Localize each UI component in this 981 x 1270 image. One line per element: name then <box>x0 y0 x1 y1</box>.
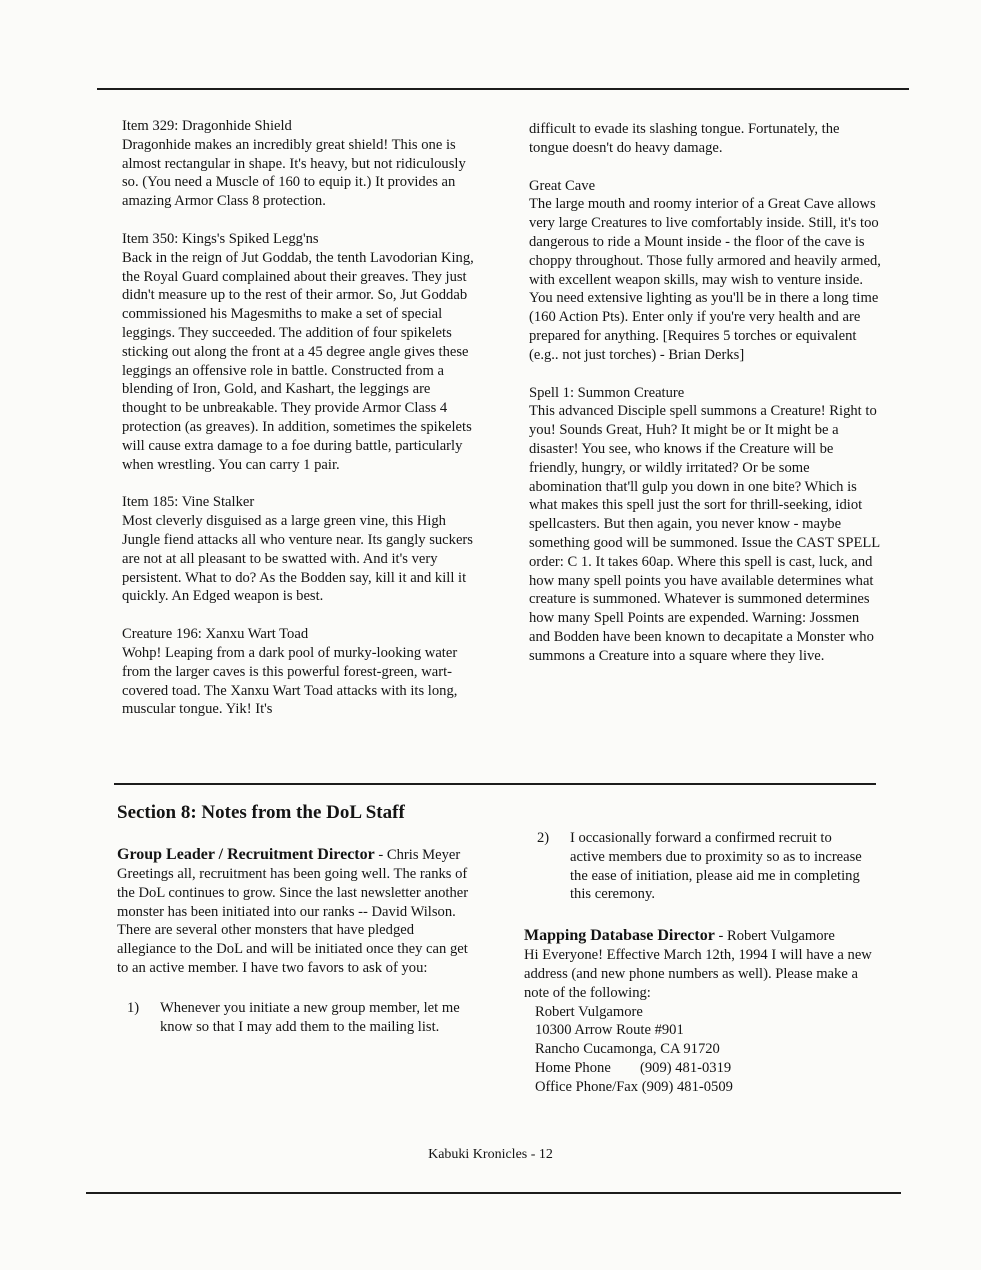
favor-number: 1) <box>127 999 140 1016</box>
item-350 <box>122 230 474 474</box>
item-heading: Great Cave <box>529 177 596 194</box>
item-heading: Item 329: Dragonhide Shield <box>122 118 292 134</box>
item-heading: Spell 1: Summon Creature <box>529 384 685 401</box>
left-column <box>122 117 474 738</box>
item-185 <box>122 493 474 606</box>
favor-item <box>524 829 876 904</box>
role-separator: - <box>374 847 387 863</box>
item-heading: Item 350: Kings's Spiked Legg'ns <box>122 230 319 247</box>
mapping-director-block <box>524 926 876 1096</box>
favor-text: Whenever you initiate a new group member, let me know so that I may add them to the mailing list. <box>160 999 460 1035</box>
right-column <box>529 120 881 685</box>
mapping-heading <box>524 926 876 946</box>
section8-right-column <box>524 829 876 1097</box>
address-block <box>524 1003 876 1097</box>
toad-continued <box>529 120 881 158</box>
item-heading: Item 185: Vine Stalker <box>122 494 255 511</box>
favor-number: 2) <box>537 830 550 846</box>
role-title: Mapping Database Director <box>524 927 715 945</box>
favor-text: I occasionally forward a confirmed recruit to active members due to proximity so as to increase the ease of initiation, please aid me in completing this ceremony. <box>570 830 862 903</box>
item-body: Wohp! Leaping from a dark pool of murky-looking water from the larger caves is this powerful forest-green, wart-covered toad. The Xanxu Wart Toad attacks with its long, muscular tongue. Yik! It's <box>122 644 458 718</box>
person-name: Robert Vulgamore <box>726 928 835 945</box>
spell-1 <box>529 384 881 666</box>
address-line: Rancho Cucamonga, CA 91720 <box>535 1041 720 1058</box>
bottom-rule <box>86 1192 901 1194</box>
mapping-body: Hi Everyone! Effective March 12th, 1994 I will have a new address (and new phone numbers as well). Please make a note of the following: <box>524 947 872 1001</box>
top-rule <box>97 88 909 90</box>
great-cave <box>529 177 881 365</box>
address-line: Office Phone/Fax (909) 481-0509 <box>535 1078 733 1095</box>
item-body: difficult to evade its slashing tongue. Fortunately, the tongue doesn't do heavy damage. <box>529 121 840 156</box>
section-title <box>117 801 473 825</box>
section-title-text: : Notes from the DoL Staff <box>190 802 405 823</box>
item-body: Most cleverly disguised as a large green vine, this High Jungle fiend attacks all who venture near. Its gangly suckers are not at all pleasant to be swatted with. And it's very persistent. What to do? As the Bodden say, kill it and kill it quickly. An Edged weapon is best. <box>122 513 473 605</box>
role-title: Group Leader / Recruitment Director <box>117 846 375 863</box>
recruitment-body: Greetings all, recruitment has been going well. The ranks of the DoL continues to grow. Since the last newsletter another monster has been initiated into our ranks -- David Wilson. There are several other monsters that have pledged allegiance to the DoL and will be initiated once they can get to an active member. I have two favors to ask of you: <box>117 866 469 976</box>
item-body: This advanced Disciple spell summons a Creature! Right to you! Sounds Great, Huh? It might be or It might be a disaster! You see, who knows if the Creature will be friendly, hungry, or wildly irritated? Or be some abomination that'll gulp you down in one bite? Which is what makes this spell just the sort for thrill-seeking, idiot spellcasters. But then again, you never know - maybe something good will be summoned. Issue the CAST SPELL order: C 1. It takes 60ap. Where this spell is cast, luck, and how many spell points you have available determines what creature is summoned. Whatever is summoned determines how many Spell Points are expended. Warning: Jossmen and Bodden have been known to decapitate a Monster who summons a Creature into a square where they live. <box>529 403 880 664</box>
section-divider-rule <box>114 783 876 785</box>
creature-196 <box>122 625 474 719</box>
recruitment-director-block <box>117 845 473 1036</box>
address-line: 10300 Arrow Route #901 <box>535 1022 684 1039</box>
section-number: Section 8 <box>117 802 191 823</box>
item-body: Back in the reign of Jut Goddab, the tenth Lavodorian King, the Royal Guard complained about their greaves. They just didn't measure up to the rest of their armor. So, Jut Goddab commissioned his Magesmiths to make a set of special leggings. They succeeded. The addition of four spikelets sticking out along the front at a 45 degree angle gives these leggings an offensive role in battle. Constructed from a blending of Iron, Gold, and Kashart, the leggings are thought to be unbreakable. They provide Armor Class 4 protection (as greaves). In addition, sometimes the spikelets will cause extra damage to a foe during battle, particularly when wrestling. You can carry 1 pair. <box>122 249 474 473</box>
role-separator: - <box>714 928 727 945</box>
item-heading: Creature 196: Xanxu Wart Toad <box>122 626 309 643</box>
person-name: Chris Meyer <box>386 847 461 863</box>
section8-left-column <box>117 801 473 1036</box>
address-line: Home Phone (909) 481-0319 <box>535 1059 732 1076</box>
favor-item <box>117 999 473 1037</box>
item-body: Dragonhide makes an incredibly great shield! This one is almost rectangular in shape. It's heavy, but not ridiculously so. (You need a Muscle of 160 to equip it.) It provides an amazing Armor Class 8 protection. <box>122 136 466 210</box>
item-329 <box>122 117 474 211</box>
item-body: The large mouth and roomy interior of a Great Cave allows very large Creatures to live comfortably inside. Still, it's too dangerous to ride a Mount inside - the floor of the cave is choppy throughout. Those fully armored and heavily armed, with excellent weapon skills, may wish to venture inside. You need extensive lighting as you'll be in there a long time (160 Action Pts). Enter only if you're very health and are prepared for anything. [Requires 5 torches or equivalent (e.g.. not just torches) - Brian Derks] <box>529 196 881 363</box>
address-line: Robert Vulgamore <box>535 1003 643 1020</box>
page-footer: Kabuki Kronicles - 12 <box>428 1147 553 1162</box>
recruitment-heading <box>117 845 473 865</box>
